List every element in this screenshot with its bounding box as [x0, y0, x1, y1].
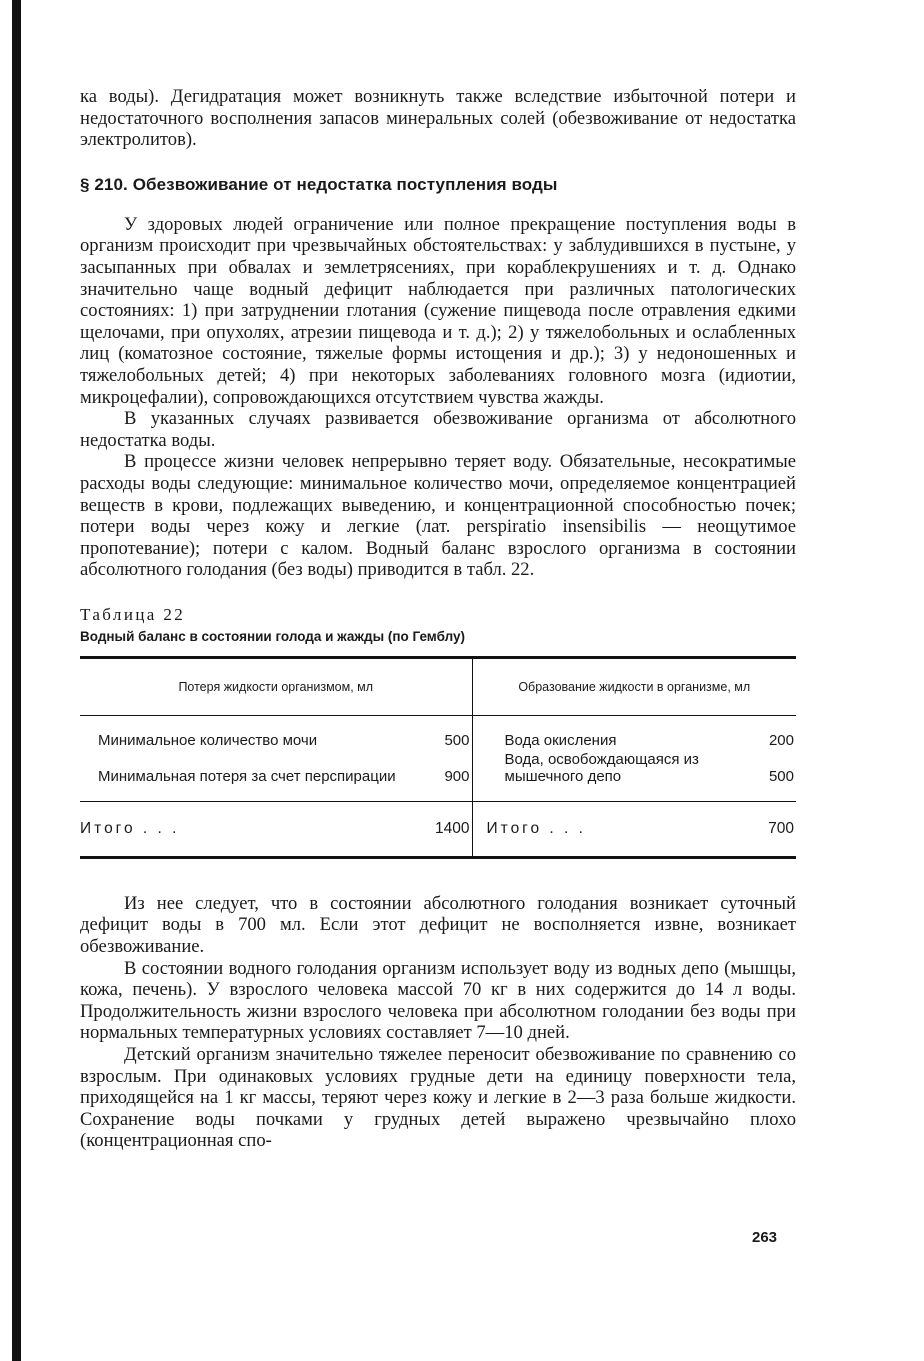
- formation-total-label: Итого . . .: [472, 801, 752, 857]
- header-fluid-formation: Образование жидкости в организме, мл: [472, 657, 796, 715]
- formation-value: 200: [768, 731, 794, 749]
- scan-edge-bar: [12, 0, 21, 1361]
- paragraph-continued: ка воды). Дегидратация может возникнуть также вследствие избыточной потери и недостаточного восполнения запасов минеральных солей (обезвоживание от недостатка электролитов).: [80, 86, 796, 151]
- loss-value: 900: [444, 767, 470, 785]
- section-heading: § 210. Обезвоживание от недостатка поступления воды: [80, 174, 558, 194]
- header-fluid-loss: Потеря жидкости организмом, мл: [80, 657, 472, 715]
- table-total-row: [80, 801, 796, 857]
- book-page: [80, 86, 796, 1152]
- water-balance-table: [80, 656, 796, 859]
- loss-total-value: 1400: [418, 801, 472, 857]
- paragraph-absolute-deficit: В указанных случаях развивается обезвоживание организма от абсолютного недостатка воды.: [80, 408, 796, 451]
- formation-value: 500: [768, 767, 794, 785]
- table-title: Водный баланс в состоянии голода и жажды (по Гемблу): [80, 628, 466, 644]
- page-number: 263: [752, 1229, 778, 1246]
- loss-total-label: Итого . . .: [80, 801, 418, 857]
- paragraph-children: Детский организм значительно тяжелее переносит обезвоживание по сравнению со взрослым. При одинаковых условиях грудные дети на единицу поверхности тела, приходящейся на 1 кг массы, теряют через кожу и легкие в 2—3 раза больше жидкости. Сохранение воды почками у грудных детей выражено чрезвычайно плохо (концентрационная спо-: [80, 1044, 796, 1152]
- loss-label: Минимальное количество мочи: [98, 731, 318, 749]
- table-row: [80, 750, 796, 802]
- paragraph-daily-deficit: Из нее следует, что в состоянии абсолютного голодания возникает суточный дефицит воды в 700 мл. Если этот дефицит не восполняется извне, возникает обезвоживание.: [80, 892, 796, 958]
- table-row: [80, 715, 796, 750]
- formation-label: Вода окисления: [472, 715, 752, 750]
- loss-value: 500: [444, 731, 470, 749]
- paragraph-causes: У здоровых людей ограничение или полное прекращение поступления воды в организм происходит при чрезвычайных обстоятельствах: у заблудившихся в пустыне, у засыпанных при обвалах и землетрясениях, при кораблекрушениях и т. д. Однако значительно чаще водный дефицит наблюдается при различных патологических состояниях: 1) при затруднении глотания (сужение пищевода после отравления едкими щелочами, при опухолях, атрезии пищевода и т. д.); 2) у тяжелобольных и ослабленных лиц (коматозное состояние, тяжелые формы истощения и др.); 3) у недоношенных и тяжелобольных детей; 4) при некоторых заболеваниях головного мозга (идиотии, микроцефалии), сопровождающихся отсутствием чувства жажды.: [80, 213, 796, 408]
- formation-total-value: 700: [752, 801, 796, 857]
- paragraph-water-losses: В процессе жизни человек непрерывно теряет воду. Обязательные, несократимые расходы воды следующие: минимальное количество мочи, определяемое концентрацией веществ в крови, подлежащих выведению, и концентрационной способностью почек; потери воды через кожу и легкие (лат. perspiratio insensibilis — неощутимое пропотевание); потери с калом. Водный баланс взрослого организма в состоянии абсолютного голодания (без воды) приводится в табл. 22.: [80, 451, 796, 581]
- formation-label: Вода, освобождающаяся из мышечного депо: [472, 750, 752, 802]
- loss-label: Минимальная потеря за счет перспирации: [98, 767, 396, 785]
- table-caption: Таблица 22: [80, 604, 186, 624]
- paragraph-water-depots: В состоянии водного голодания организм использует воду из водных депо (мышцы, кожа, печень). У взрослого человека массой 70 кг в них содержится до 14 л воды. Продолжительность жизни взрослого человека при абсолютном голодании без воды при нормальных температурных условиях составляет 7—10 дней.: [80, 957, 796, 1044]
